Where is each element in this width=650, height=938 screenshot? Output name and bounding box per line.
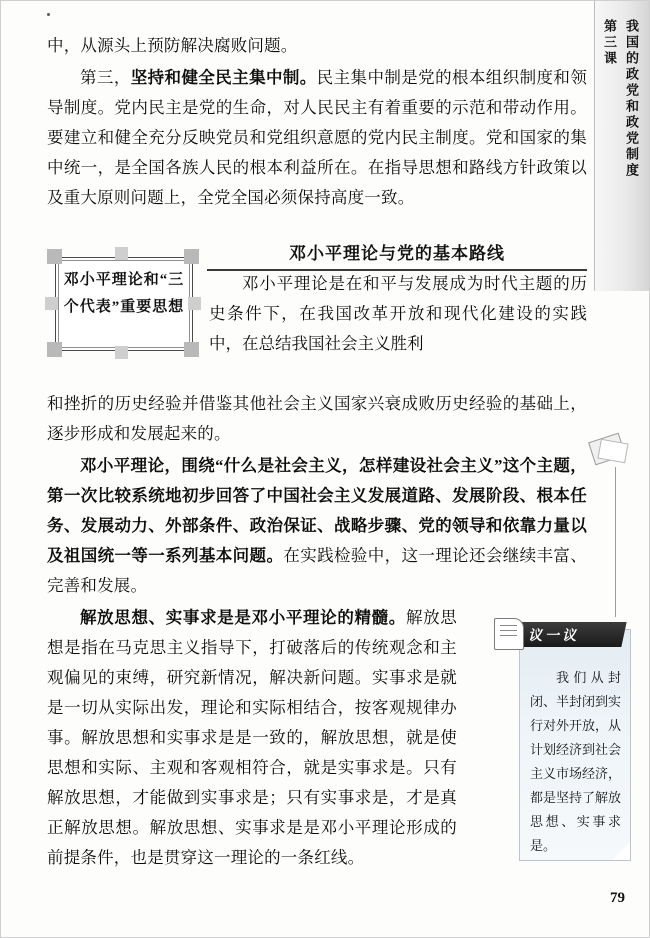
paragraph-theory-core-rest: 在实践检验中，这一理论还会继续丰富、完善和发展。 xyxy=(47,546,587,595)
corner-dot-mark xyxy=(47,13,50,16)
margin-vertical-rule xyxy=(615,467,616,617)
section-intro-paragraph-wrapped: 邓小平理论是在和平与发展成为时代主题的历史条件下，在我国改革开放和现代化建设的实践中，在总结我国社会主义胜利 xyxy=(209,274,587,353)
paragraph-democratic-centralism xyxy=(47,63,587,213)
section-deco-label: 邓小平理论和“三个代表”重要思想 xyxy=(63,272,185,315)
chapter-tab-line1: 第三课 xyxy=(602,19,617,67)
deco-square-top-right xyxy=(184,249,199,264)
activity-body-text: 我们从封闭、半封闭到实行对外开放，从计划经济到社会主义市场经济，都是坚持了解放思想、实事求是。 xyxy=(530,670,622,853)
deco-square-bottom-mid xyxy=(115,346,128,359)
paragraph-democratic-centralism-lead: 第三， xyxy=(80,68,131,87)
activity-corner-fold xyxy=(612,842,630,860)
activity-discussion-box xyxy=(519,629,631,861)
section-heading-wrap xyxy=(207,239,587,271)
paragraph-democratic-centralism-rest: 民主集中制是党的根本组织制度和领导制度。党内民主是党的生命，对人民民主有着重要的示范和带动作用。要建立和健全充分反映党员和党组织意愿的党内民主制度。党和国家的集中统一，是全国各族人民的根本利益所在。在指导思想和路线方针政策以及重大原则问题上，全党全国必须保持高度一致。 xyxy=(47,68,588,207)
deco-square-bottom-left xyxy=(47,342,62,357)
paragraph-emancipate-mind-rest: 解放思想是指在马克思主义指导下，打破落后的传统观念和主观偏见的束缚，研究新情况，解决新问题。实事求是就是一切从实际出发，理论和实际相结合，按客观规律办事。解放思想和实事求是是一致的，解放思想，就是使思想和实际、主观和客观相符合，就是实事求是。只有解放思想，才能做到实事求是；只有实事求是，才是真正解放思想。解放思想、实事求是是邓小平理论形成的前提条件，也是贯穿这一理论的一条红线。 xyxy=(47,608,457,867)
paragraph-theory-core xyxy=(47,451,587,601)
deco-square-top-mid xyxy=(115,247,128,260)
activity-header xyxy=(494,618,626,652)
main-text-column xyxy=(47,31,587,875)
paragraph-emancipate-mind xyxy=(47,603,457,873)
section-intro-paragraph-continued: 和挫折的历史经验并借鉴其他社会主义国家兴衰成败历史经验的基础上，逐步形成和发展起来的。 xyxy=(47,394,587,443)
paragraph-continuation: 中，从源头上预防解决腐败问题。 xyxy=(47,36,298,55)
section-deng-theory xyxy=(47,239,587,389)
paragraph-emancipate-mind-bold: 解放思想、实事求是是邓小平理论的精髓。 xyxy=(80,608,406,627)
notebook-icon xyxy=(494,618,524,650)
activity-title-text: 议一议 xyxy=(528,629,579,644)
deco-square-top-left xyxy=(47,249,62,264)
paper-clip-decoration xyxy=(587,433,631,467)
paragraph-democratic-centralism-bold: 坚持和健全民主集中制。 xyxy=(130,68,317,87)
deco-square-right-mid xyxy=(188,297,201,310)
deco-square-left-mid xyxy=(45,297,58,310)
paragraph-theory-core-bold: 邓小平理论，围绕“什么是社会主义，怎样建设社会主义”这个主题，第一次比较系统地初步回答了中国社会主义发展道路、发展阶段、根本任务、发展动力、外部条件、政治保证、战略步骤、党的领导和依靠力量以及祖国统一等一系列基本问题。 xyxy=(47,456,587,565)
chapter-side-tab xyxy=(594,1,649,291)
chapter-tab-line2: 我国的政党和政党制度 xyxy=(624,19,639,179)
deco-square-bottom-right xyxy=(184,342,199,357)
page-number: 79 xyxy=(610,890,625,906)
section-heading-text: 邓小平理论与党的基本路线 xyxy=(289,244,505,263)
section-deco-label-box xyxy=(47,249,199,357)
